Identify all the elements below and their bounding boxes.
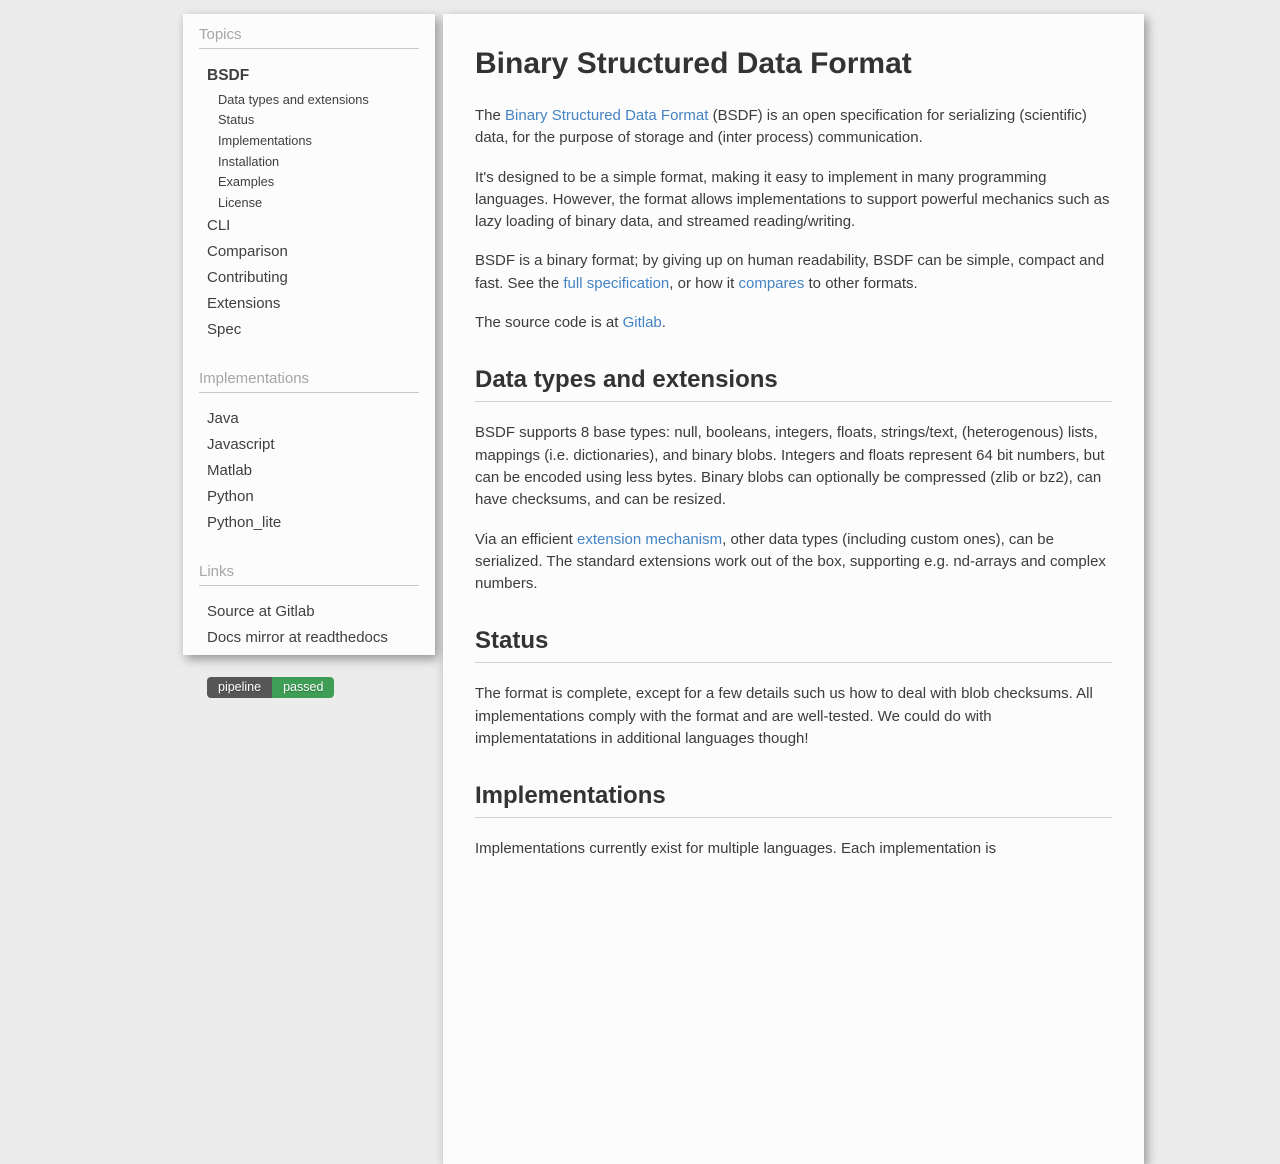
extension-mechanism-link[interactable]: extension mechanism (577, 530, 723, 548)
sidebar-item-license[interactable]: License (218, 194, 263, 210)
compares-link[interactable]: compares (738, 274, 805, 292)
impl-item-python-lite[interactable]: Python_lite (207, 514, 282, 532)
links-nav (199, 599, 419, 651)
links-header: Links (199, 563, 419, 586)
section-heading-data-types: Data types and extensions (475, 366, 1112, 402)
impl-item-matlab[interactable]: Matlab (207, 462, 253, 480)
page-title: Binary Structured Data Format (475, 47, 912, 80)
section-paragraph: BSDF supports 8 base types: null, booleans, integers, floats, strings/text, (heterogenous) lists, mappings (i.e. dictionaries), and binary blobs. Integers and floats represent 64 bit numbers, but can be encoded using less bytes. Binary blobs can optionally be compressed (zlib or bz2), can have checksums, and can be resized. (475, 424, 1105, 509)
intro-paragraph: The source code is at Gitlab. (475, 314, 666, 332)
sidebar-item-cli[interactable]: CLI (207, 217, 231, 235)
sidebar-item-installation[interactable]: Installation (218, 153, 280, 169)
gitlab-link[interactable]: Gitlab (622, 314, 662, 332)
impl-item-python[interactable]: Python (207, 488, 254, 506)
sidebar-item-bsdf[interactable]: BSDF (207, 67, 250, 84)
intro-paragraph: BSDF is a binary format; by giving up on human readability, BSDF can be simple, compact and fast. See the full specification, or how it compares to other formats. (475, 252, 1105, 292)
impl-item-java[interactable]: Java (207, 410, 239, 428)
implementations-header: Implementations (199, 370, 419, 393)
main-content (443, 14, 1144, 1164)
intro-paragraph: The Binary Structured Data Format (BSDF) is an open specification for serializing (scientific) data, for the purpose of storage and (inter process) communication. (475, 107, 1087, 147)
section-heading-status: Status (475, 627, 1112, 663)
sidebar-item-status[interactable]: Status (218, 112, 255, 128)
sidebar-item-comparison[interactable]: Comparison (207, 243, 288, 261)
section-paragraph: Implementations currently exist for multiple languages. Each implementation is (475, 840, 997, 858)
sidebar-item-contributing[interactable]: Contributing (207, 269, 288, 287)
link-item-docs-mirror-at-readthedocs[interactable]: Docs mirror at readthedocs (207, 629, 388, 647)
pipeline-badge-label: pipeline (207, 677, 272, 698)
full-specification-link[interactable]: full specification (563, 274, 670, 292)
topics-header: Topics (199, 26, 419, 49)
sidebar-item-extensions[interactable]: Extensions (207, 295, 281, 313)
impl-item-javascript[interactable]: Javascript (207, 436, 275, 454)
sidebar-item-examples[interactable]: Examples (218, 174, 275, 190)
pipeline-badge-status: passed (272, 677, 334, 698)
sidebar-item-spec[interactable]: Spec (207, 321, 242, 339)
implementations-nav (199, 406, 419, 536)
section-paragraph: The format is complete, except for a few details such us how to deal with blob checksums. All implementations comply with the format and are well-tested. We could do with implementatations in additional languages though! (475, 685, 1093, 748)
section-paragraph: Via an efficient extension mechanism, other data types (including custom ones), can be serialized. The standard extensions work out of the box, supporting e.g. nd-arrays and complex numbers. (475, 530, 1106, 593)
link-item-source-at-gitlab[interactable]: Source at Gitlab (207, 603, 315, 621)
topics-nav (199, 62, 419, 343)
sidebar (183, 14, 435, 694)
binary-structured-data-format-link[interactable]: Binary Structured Data Format (505, 107, 709, 124)
sidebar-item-data-types-and-extensions[interactable]: Data types and extensions (218, 91, 369, 107)
intro-paragraph: It's designed to be a simple format, making it easy to implement in many programming languages. However, the format allows implementations to support powerful mechanics such as lazy loading of binary data, and streamed reading/writing. (475, 168, 1110, 231)
sidebar-item-implementations[interactable]: Implementations (218, 132, 312, 148)
pipeline-badge[interactable] (207, 677, 334, 698)
section-heading-implementations: Implementations (475, 782, 1112, 818)
